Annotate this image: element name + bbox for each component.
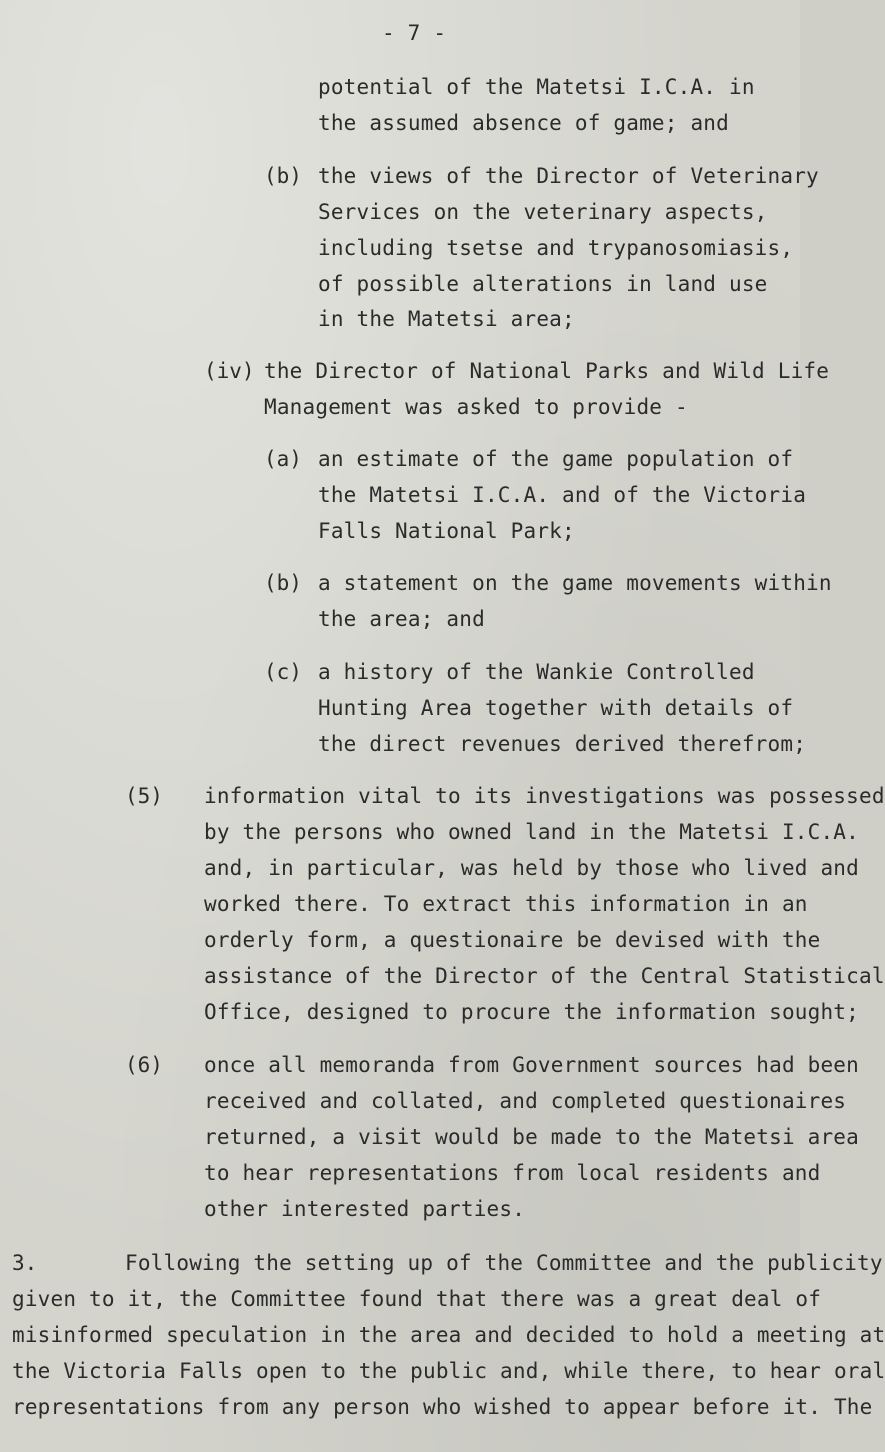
- text-line: given to it, the Committee found that there was a great deal of: [12, 1287, 822, 1311]
- text-line: returned, a visit would be made to the Matetsi area: [204, 1125, 859, 1149]
- text-line: representations from any person who wished to appear before it. The: [12, 1395, 873, 1419]
- text-line: Services on the veterinary aspects,: [318, 200, 768, 224]
- text-line: by the persons who owned land in the Matetsi I.C.A.: [204, 820, 859, 844]
- text-line: Falls National Park;: [318, 519, 575, 543]
- text-line: worked there. To extract this information in an: [204, 892, 808, 916]
- text-line: information vital to its investigations was possessed: [204, 784, 885, 808]
- text-line: Following the setting up of the Committee and the publicity: [125, 1251, 883, 1275]
- text-line: once all memoranda from Government sources had been: [204, 1053, 859, 1077]
- text-line: in the Matetsi area;: [318, 307, 575, 331]
- text-line: a history of the Wankie Controlled: [318, 660, 755, 684]
- sub-item-label: (b): [264, 164, 302, 188]
- text-line: Hunting Area together with details of: [318, 696, 794, 720]
- text-line: Office, designed to procure the information sought;: [204, 1000, 859, 1024]
- sub-item-label: (c): [264, 660, 302, 684]
- text-line: orderly form, a questionaire be devised with the: [204, 928, 821, 952]
- item-label: (6): [125, 1053, 163, 1077]
- text-line: the area; and: [318, 607, 485, 631]
- text-line: the Victoria Falls open to the public and, while there, to hear oral: [12, 1359, 885, 1383]
- text-line: received and collated, and completed questionaires: [204, 1089, 847, 1113]
- text-line: the assumed absence of game; and: [318, 111, 729, 135]
- text-line: other interested parties.: [204, 1197, 526, 1221]
- text-line: misinformed speculation in the area and decided to hold a meeting at: [12, 1323, 885, 1347]
- text-line: assistance of the Director of the Central Statistical: [204, 964, 885, 988]
- sub-item-label: (b): [264, 571, 302, 595]
- sub-item-label: (a): [264, 447, 302, 471]
- page-number: - 7 -: [382, 21, 447, 45]
- item-label: (5): [125, 784, 163, 808]
- item-label: (iv): [204, 359, 255, 383]
- text-line: Management was asked to provide -: [264, 395, 688, 419]
- text-line: potential of the Matetsi I.C.A. in: [318, 75, 755, 99]
- text-line: the Director of National Parks and Wild Life: [264, 359, 830, 383]
- text-line: the direct revenues derived therefrom;: [318, 732, 807, 756]
- text-line: and, in particular, was held by those who lived and: [204, 856, 859, 880]
- text-line: the Matetsi I.C.A. and of the Victoria: [318, 483, 807, 507]
- text-line: to hear representations from local residents and: [204, 1161, 821, 1185]
- text-line: an estimate of the game population of: [318, 447, 794, 471]
- text-line: the views of the Director of Veterinary: [318, 164, 819, 188]
- text-line: including tsetse and trypanosomiasis,: [318, 236, 794, 260]
- text-line: a statement on the game movements within: [318, 571, 832, 595]
- text-line: of possible alterations in land use: [318, 272, 768, 296]
- paragraph-number: 3.: [12, 1251, 38, 1275]
